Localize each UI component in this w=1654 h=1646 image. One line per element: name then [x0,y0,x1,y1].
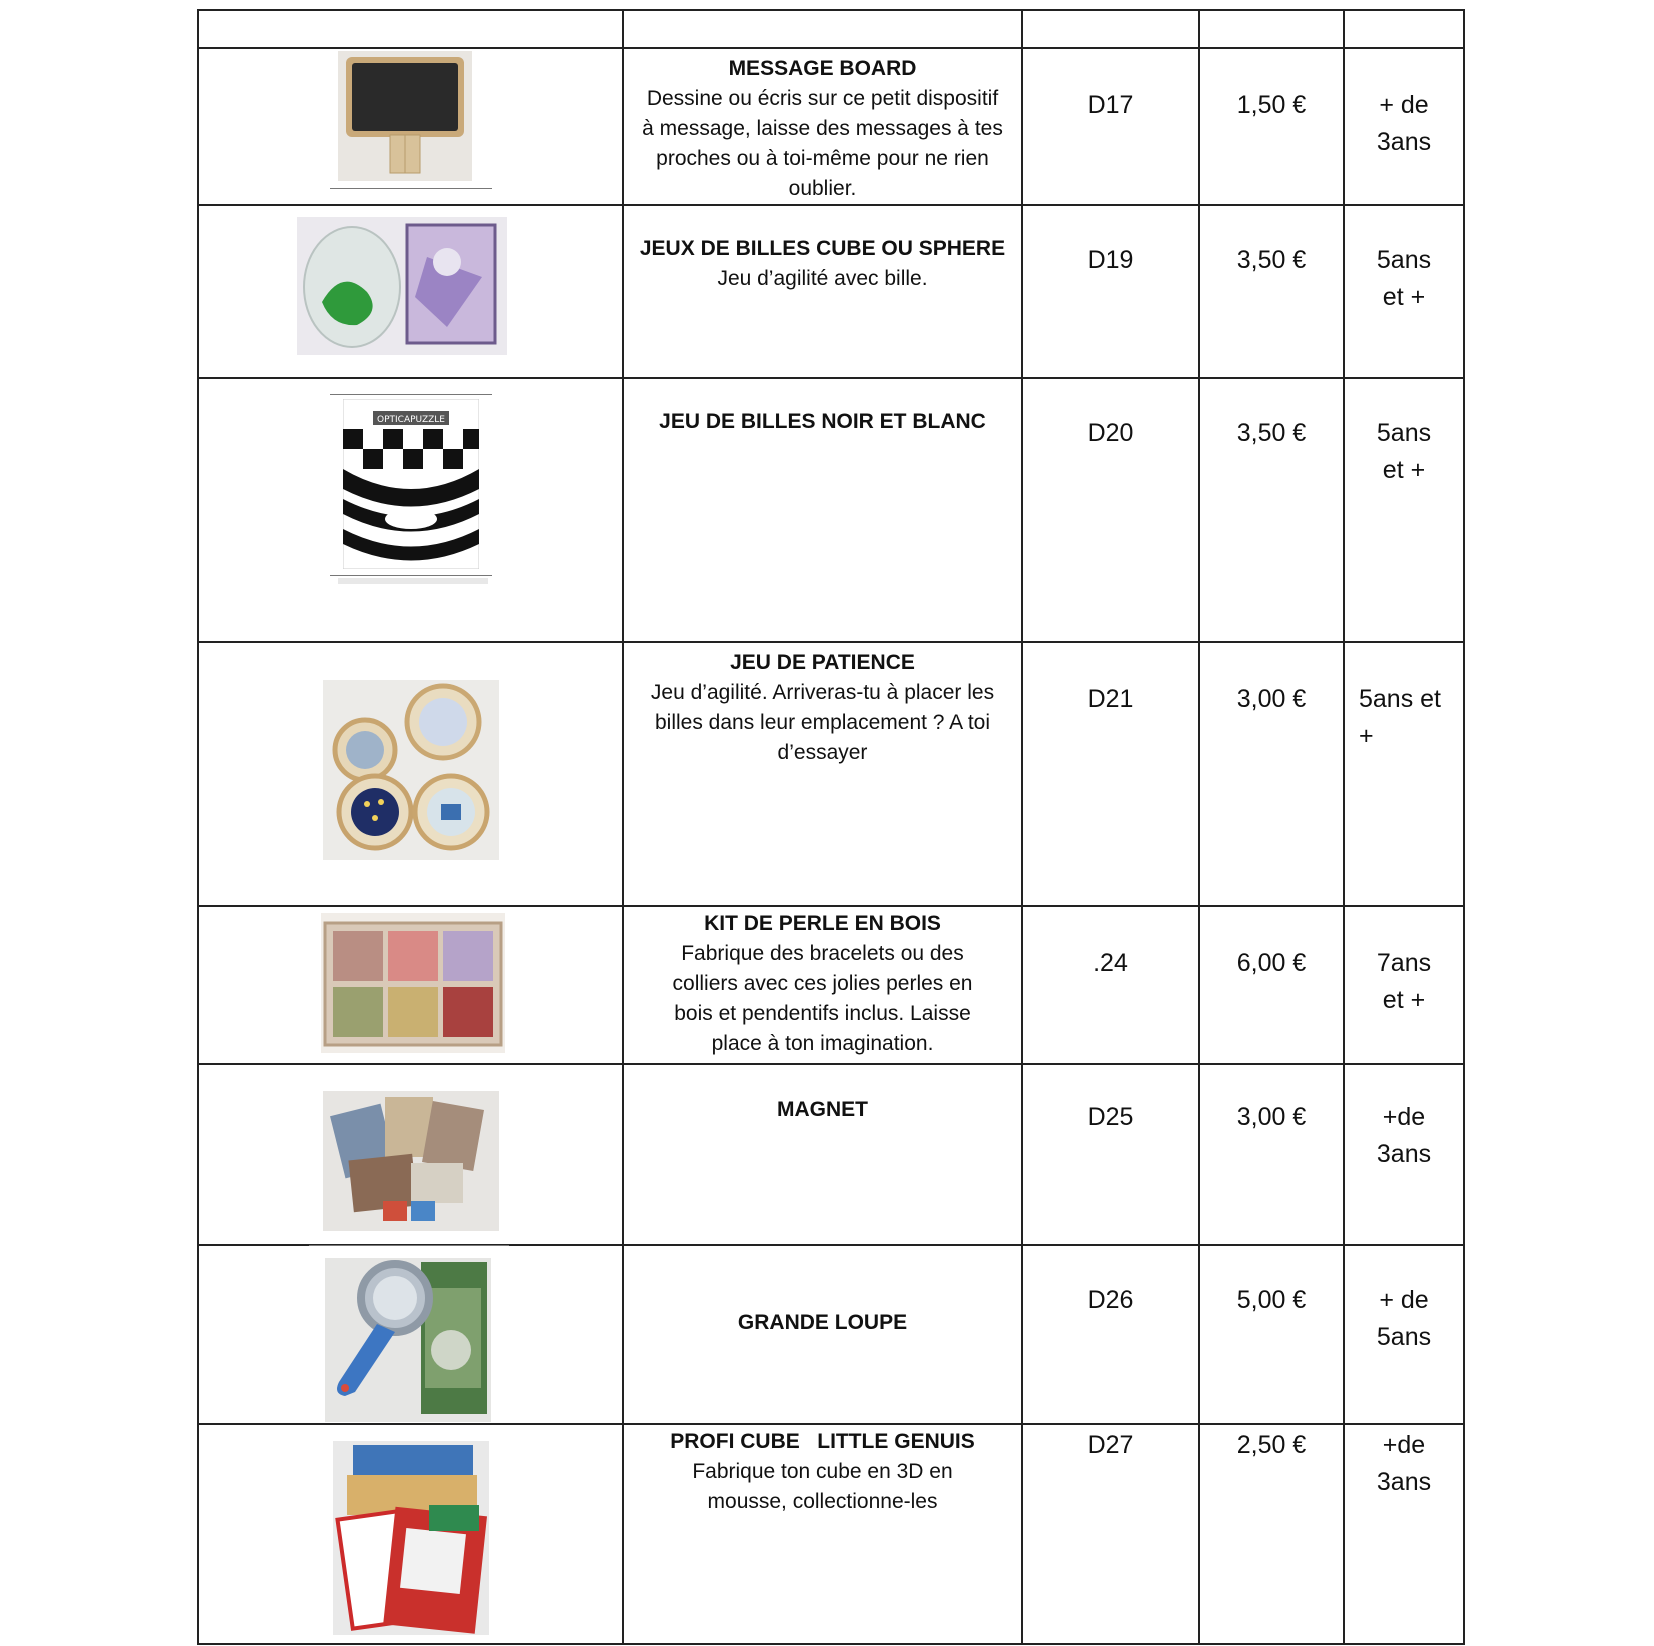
product-age-cell [1344,1424,1464,1644]
product-description-cell [623,48,1022,205]
product-price-cell [1199,1064,1344,1245]
product-image-cell [198,205,623,378]
product-code-cell [1022,1245,1199,1424]
product-description-cell [623,1424,1022,1644]
product-description-cell [623,906,1022,1064]
table-row [198,1245,1464,1424]
product-code-cell [1022,906,1199,1064]
product-code: .24 [1093,949,1128,977]
table-row [198,48,1464,205]
product-title: JEU DE PATIENCE [730,651,915,674]
product-table [197,9,1465,1645]
product-age-cell [1344,378,1464,642]
product-image-cell [198,48,623,205]
table-row [198,378,1464,642]
product-title: JEUX DE BILLES CUBE OU SPHERE [639,237,1006,260]
product-price: 6,00 € [1236,949,1307,977]
product-title: KIT DE PERLE EN BOIS [704,912,941,935]
patience-games-icon [323,680,499,860]
catalog-sheet [197,9,1463,1645]
image-strip [338,578,488,584]
product-title: MAGNET [777,1098,868,1121]
product-age-cell [1344,1064,1464,1245]
header-cell-age [1344,10,1464,48]
table-row [198,1424,1464,1644]
product-age: +de 3ans [1376,1103,1432,1168]
product-description: Jeu d’agilité. Arriveras-tu à placer les billes dans leur emplacement ? A toi d’essayer [650,681,995,764]
product-code: D27 [1087,1431,1134,1459]
product-image-cell [198,378,623,642]
product-image-cell [198,1064,623,1245]
product-age: +de 3ans [1376,1431,1432,1496]
product-code: D26 [1087,1286,1134,1314]
product-title: GRANDE LOUPE [737,1311,908,1334]
image-underline [330,394,492,395]
product-description-cell [623,1064,1022,1245]
product-code: D25 [1087,1103,1134,1131]
product-age: + de 5ans [1376,1286,1432,1351]
product-age: + de 3ans [1376,91,1432,156]
header-cell-description [623,10,1022,48]
optical-puzzle-icon [343,399,479,569]
product-price: 1,50 € [1236,91,1307,119]
product-price-cell [1199,1424,1344,1644]
product-description: Dessine ou écris sur ce petit dispositif à message, laisse des messages à tes proches ou à toi-même pour ne rien oublier. [642,87,1003,200]
table-row [198,1064,1464,1245]
product-age: 5ans et + [1359,685,1442,750]
product-age-cell [1344,1245,1464,1424]
product-age: 7ans et + [1376,949,1432,1014]
svg-text:OPTICAPUZZLE: OPTICAPUZZLE [377,415,445,425]
header-cell-price [1199,10,1344,48]
product-code-cell [1022,1064,1199,1245]
product-code: D20 [1087,419,1134,447]
product-description-cell [623,1245,1022,1424]
product-title: JEU DE BILLES NOIR ET BLANC [659,410,986,433]
product-age-cell [1344,205,1464,378]
product-description-cell [623,378,1022,642]
magnifying-glass-icon [325,1258,491,1422]
product-price-cell [1199,906,1344,1064]
product-price-cell [1199,642,1344,906]
product-code-cell [1022,642,1199,906]
product-description-cell [623,205,1022,378]
product-price-cell [1199,1245,1344,1424]
product-code: D19 [1087,246,1134,274]
product-code-cell [1022,205,1199,378]
marble-maze-cube-sphere-icon [297,217,507,355]
product-price: 5,00 € [1236,1286,1307,1314]
table-row [198,205,1464,378]
product-title: MESSAGE BOARD [728,57,917,80]
wooden-beads-kit-icon [321,913,505,1053]
product-price: 3,00 € [1236,1103,1307,1131]
chalkboard-clip-icon [338,51,472,181]
product-age: 5ans et + [1376,419,1432,484]
product-price: 3,50 € [1236,419,1307,447]
header-row [198,10,1464,48]
product-code: D21 [1087,685,1134,713]
table-row [198,906,1464,1064]
product-price: 3,00 € [1236,685,1307,713]
magnets-icon [323,1091,499,1231]
product-title: PROFI CUBE LITTLE GENUIS [670,1430,975,1453]
product-age: 5ans et + [1376,246,1432,311]
header-cell-image [198,10,623,48]
image-underline [330,575,492,576]
product-price: 2,50 € [1236,1431,1307,1459]
product-age-cell [1344,48,1464,205]
product-price: 3,50 € [1236,246,1307,274]
product-image-cell [198,642,623,906]
product-price-cell [1199,205,1344,378]
product-code-cell [1022,48,1199,205]
product-description: Fabrique ton cube en 3D en mousse, collectionne-les [692,1460,953,1513]
product-age-cell [1344,642,1464,906]
product-code-cell [1022,378,1199,642]
product-image-cell [198,1424,623,1644]
product-description: Jeu d’agilité avec bille. [717,267,928,290]
image-underline [330,188,492,189]
product-image-cell [198,906,623,1064]
header-cell-code [1022,10,1199,48]
foam-cube-pack-icon [333,1441,489,1635]
product-price-cell [1199,378,1344,642]
product-price-cell [1199,48,1344,205]
product-code-cell [1022,1424,1199,1644]
product-code: D17 [1087,91,1134,119]
product-description-cell [623,642,1022,906]
table-row [198,642,1464,906]
product-description: Fabrique des bracelets ou des colliers avec ces jolies perles en bois et pendentifs inclus. Laisse place à ton imagination. [672,942,973,1055]
product-image-cell [198,1245,623,1424]
product-age-cell [1344,906,1464,1064]
